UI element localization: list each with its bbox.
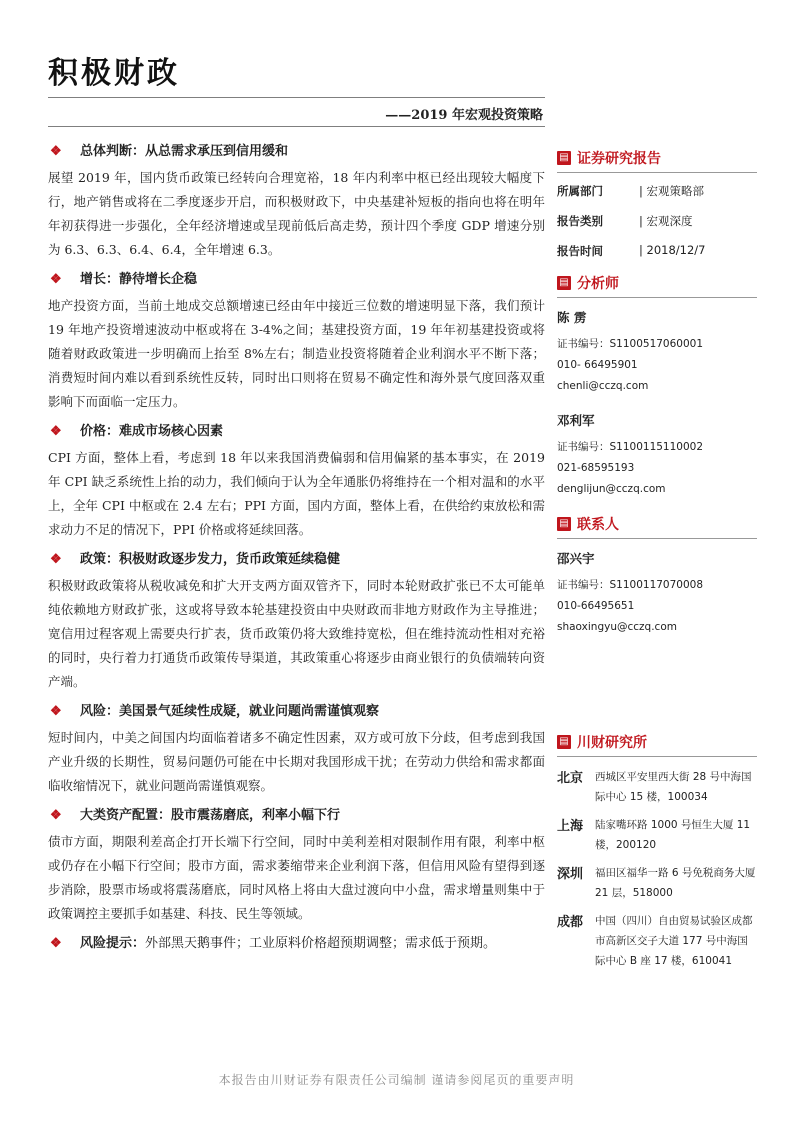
office-address: 西城区平安里西大街 28 号中海国际中心 15 楼，100034 xyxy=(595,771,752,803)
report-row xyxy=(557,243,757,259)
report-row-value: | 2018/12/7 xyxy=(639,243,706,257)
section-heading: 风险提示： xyxy=(80,936,146,951)
analyst-phone: 021-68595193 xyxy=(557,462,635,474)
analyst-icon: ▤ xyxy=(557,276,571,290)
section-paragraph: 债市方面，期限利差高企打开长端下行空间，同时中美利差相对限制作用有限，利率中枢或仍存在小幅下行空间；股市方面，需求萎缩带来企业利润下落，但信用风险有望得到逐步消除，股票市场或将震荡磨底，同时风格上将由大盘过渡向中小盘，需求增量则集中于政策调控主要抓手如基建、科技、民生等领域。 xyxy=(48,834,545,921)
institute-icon: ▤ xyxy=(557,735,571,749)
institute-header: 川财研究所 xyxy=(577,735,647,751)
diamond-bullet-icon: ❖ xyxy=(50,144,62,159)
report-row-key: 报告时间 xyxy=(557,244,603,258)
section-paragraph: 展望 2019 年，国内货币政策已经转向合理宽裕，18 年内利率中枢已经出现较大幅度下行，地产销售或将在二季度逐步开启，而积极财政下，中央基建补短板的指向也将在明年年初获得进一步强化，全年经济增速或呈现前低后高走势，预计四个季度 GDP 增速分别为 6.3、6.3、6.4、6.4，全年增速 6.3。 xyxy=(48,170,545,257)
report-row-value: | 宏观深度 xyxy=(639,214,693,228)
contact-block xyxy=(557,514,757,638)
analysts-block xyxy=(557,273,757,500)
section-paragraph: CPI 方面，整体上看，考虑到 18 年以来我国消费偏弱和信用偏紧的基本事实，在 2019 年 CPI 缺乏系统性上抬的动力，我们倾向于认为全年通胀仍将维持在一个相对温和的水平上，全年 CPI 中枢或在 2.4 左右；PPI 方面，国内方面，整体上看，在供给约束放松和需求动力不足的情况下，PPI 价格或将延续回落。 xyxy=(48,450,545,537)
office-city: 北京 xyxy=(557,771,584,786)
report-info xyxy=(557,148,757,259)
diamond-bullet-icon: ❖ xyxy=(50,936,62,951)
risk-warning-text: 外部黑天鹅事件；工业原料价格超预期调整；需求低于预期。 xyxy=(145,936,497,951)
office-item xyxy=(557,863,757,903)
diamond-bullet-icon: ❖ xyxy=(50,704,62,719)
sidebar xyxy=(557,148,757,979)
analyst-card xyxy=(557,411,757,500)
report-row xyxy=(557,183,757,199)
diamond-bullet-icon: ❖ xyxy=(50,552,62,567)
section-growth xyxy=(48,268,545,414)
contact-phone: 010-66495651 xyxy=(557,600,635,612)
section-risk-warning xyxy=(48,932,545,956)
contact-email[interactable]: shaoxingyu@cczq.com xyxy=(557,621,677,633)
section-paragraph: 地产投资方面，当前土地成交总额增速已经由年中接近三位数的增速明显下落，我们预计 19 年地产投资增速波动中枢或将在 3-4%之间；基建投资方面，19 年年初基建投资或将随着财政政策进一步明确而上抬至 8%左右；制造业投资将随着企业利润水平不断下落；消费短时间内难以看到系统性反转，同时出口则将在贸易不确定性和海外景气度回落双重影响下而面临一定压力。 xyxy=(48,298,545,409)
section-paragraph: 积极财政政策将从税收减免和扩大开支两方面双管齐下，同时本轮财政扩张已不太可能单纯依赖地方财政扩张，这或将导致本轮基建投资由中央财政而非地方财政作为主导推进；宽信用过程客观上需要央行扩表，货币政策仍将大致维持宽松，但在维持流动性相对充裕的同时，央行着力打通货币政策传导渠道，其政策重心将逐步由商业银行的负债端转向资产端。 xyxy=(48,578,545,689)
office-item xyxy=(557,815,757,855)
section-heading: 价格：难成市场核心因素 xyxy=(80,424,224,439)
analyst-cert: 证书编号：S1100115110002 xyxy=(557,441,704,453)
report-row xyxy=(557,213,757,229)
office-city: 上海 xyxy=(557,819,584,834)
report-row-key: 报告类别 xyxy=(557,214,603,228)
section-heading: 总体判断：从总需求承压到信用缓和 xyxy=(80,144,289,159)
contact-cert: 证书编号：S1100117070008 xyxy=(557,579,704,591)
section-paragraph: 短时间内，中美之间国内均面临着诸多不确定性因素，双方或可放下分歧，但考虑到我国产业升级的长期性，贸易问题仍可能在中长期对我国形成干扰；在劳动力供给和需求都面临收缩情况下，就业问题尚需谨慎观察。 xyxy=(48,730,545,793)
section-heading: 风险：美国景气延续性成疑，就业问题尚需谨慎观察 xyxy=(80,704,380,719)
institute-block xyxy=(557,732,757,971)
section-overview xyxy=(48,140,545,262)
contact-icon: ▤ xyxy=(557,517,571,531)
subtitle-divider xyxy=(48,126,545,127)
report-row-value: | 宏观策略部 xyxy=(639,184,705,198)
office-address: 陆家嘴环路 1000 号恒生大厦 11 楼，200120 xyxy=(595,819,751,851)
section-heading: 政策：积极财政逐步发力，货币政策延续稳健 xyxy=(80,552,341,567)
section-risk xyxy=(48,700,545,798)
section-price xyxy=(48,420,545,542)
contact-name: 邵兴宇 xyxy=(557,551,595,566)
diamond-bullet-icon: ❖ xyxy=(50,424,62,439)
contact-header: 联系人 xyxy=(577,517,619,533)
analyst-card xyxy=(557,308,757,397)
analyst-email[interactable]: denglijun@cczq.com xyxy=(557,483,666,495)
report-icon: ▤ xyxy=(557,151,571,165)
diamond-bullet-icon: ❖ xyxy=(50,272,62,287)
report-header: 证券研究报告 xyxy=(577,151,661,167)
analyst-name: 陈 雳 xyxy=(557,310,587,325)
office-city: 深圳 xyxy=(557,867,584,882)
office-address: 福田区福华一路 6 号免税商务大厦 21 层，518000 xyxy=(595,867,756,899)
main-content xyxy=(48,140,545,958)
page-footer: 本报告由川财证券有限责任公司编制 谨请参阅尾页的重要声明 xyxy=(218,1073,575,1087)
report-row-key: 所属部门 xyxy=(557,184,603,198)
analyst-email[interactable]: chenli@cczq.com xyxy=(557,380,649,392)
diamond-bullet-icon: ❖ xyxy=(50,808,62,823)
page-subtitle: ——2019 年宏观投资策略 xyxy=(385,108,543,123)
office-item xyxy=(557,911,757,971)
analyst-cert: 证书编号：S1100517060001 xyxy=(557,338,704,350)
section-policy xyxy=(48,548,545,694)
page-title: 积极财政 xyxy=(48,56,180,91)
analysts-header: 分析师 xyxy=(577,276,619,292)
section-heading: 大类资产配置：股市震荡磨底，利率小幅下行 xyxy=(80,808,341,823)
section-asset-allocation xyxy=(48,804,545,926)
contact-card xyxy=(557,549,757,638)
analyst-name: 邓利军 xyxy=(557,413,595,428)
office-address: 中国（四川）自由贸易试验区成都市高新区交子大道 177 号中海国际中心 B 座 17 楼，610041 xyxy=(595,915,753,967)
section-heading: 增长：静待增长企稳 xyxy=(80,272,198,287)
analyst-phone: 010- 66495901 xyxy=(557,359,638,371)
title-divider xyxy=(48,97,545,98)
office-item xyxy=(557,767,757,807)
office-city: 成都 xyxy=(557,915,584,930)
